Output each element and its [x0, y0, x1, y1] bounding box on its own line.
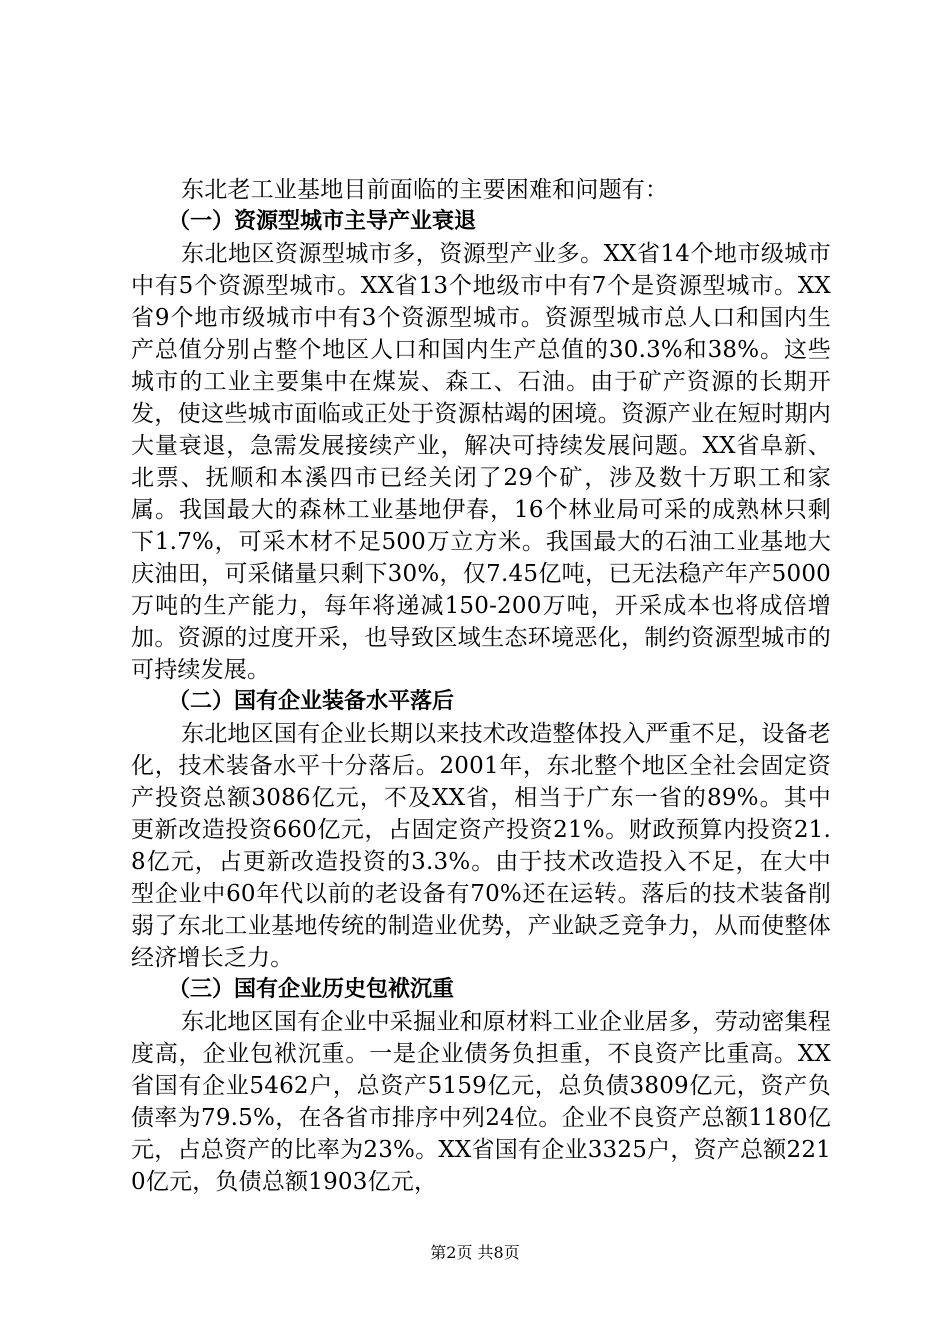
section-paragraph-3: 东北地区国有企业中采掘业和原材料工业企业居多，劳动密集程度高，企业包袱沉重。一是企业债务负担重，不良资产比重高。XX省国有企业5462户，总资产5159亿元，总负债3809亿元，资产负债率为79.5%，在各省市排序中列24位。企业不良资产总额1180亿元，占总资产的比率为23%。XX省国有企业3325户，资产总额2210亿元，负债总额1903亿元， — [131, 1009, 831, 1195]
document-body — [131, 174, 831, 1198]
intro-paragraph: 东北老工业基地目前面临的主要困难和问题有： — [181, 177, 669, 203]
page-number-footer: 第2页 共8页 — [430, 1243, 520, 1262]
section-paragraph-1: 东北地区资源型城市多，资源型产业多。XX省14个地市级城市中有5个资源型城市。XX省13个地级市中有7个是资源型城市。XX省9个地市级城市中有3个资源型城市。资源型城市总人口和国内生产总值分别占整个地区人口和国内生产总值的30.3%和38%。这些城市的工业主要集中在煤炭、森工、石油。由于矿产资源的长期开发，使这些城市面临或正处于资源枯竭的困境。资源产业在短时期内大量衰退，急需发展接续产业，解决可持续发展问题。XX省阜新、北票、抚顺和本溪四市已经关闭了29个矿，涉及数十万职工和家属。我国最大的森林工业基地伊春，16个林业局可采的成熟林只剩下1.7%，可采木材不足500万立方米。我国最大的石油工业基地大庆油田，可采储量只剩下30%，仅7.45亿吨，已无法稳产年产5000万吨的生产能力，每年将递减150-200万吨，开采成本也将成倍增加。资源的过度开采，也导致区域生态环境恶化，制约资源型城市的可持续发展。 — [131, 241, 831, 683]
section-heading-2: （二）国有企业装备水平落后 — [168, 689, 455, 714]
section-heading-3: （三）国有企业历史包袱沉重 — [168, 977, 455, 1002]
section-heading-1: （一）资源型城市主导产业衰退 — [168, 209, 477, 234]
section-paragraph-2: 东北地区国有企业长期以来技术改造整体投入严重不足，设备老化，技术装备水平十分落后。2001年，东北整个地区全社会固定资产投资总额3086亿元，不及XX省，相当于广东一省的89%。其中更新改造投资660亿元，占固定资产投资21%。财政预算内投资21.8亿元，占更新改造投资的3.3%。由于技术改造投入不足，在大中型企业中60年代以前的老设备有70%还在运转。落后的技术装备削弱了东北工业基地传统的制造业优势，产业缺乏竞争力，从而使整体经济增长乏力。 — [131, 721, 831, 971]
